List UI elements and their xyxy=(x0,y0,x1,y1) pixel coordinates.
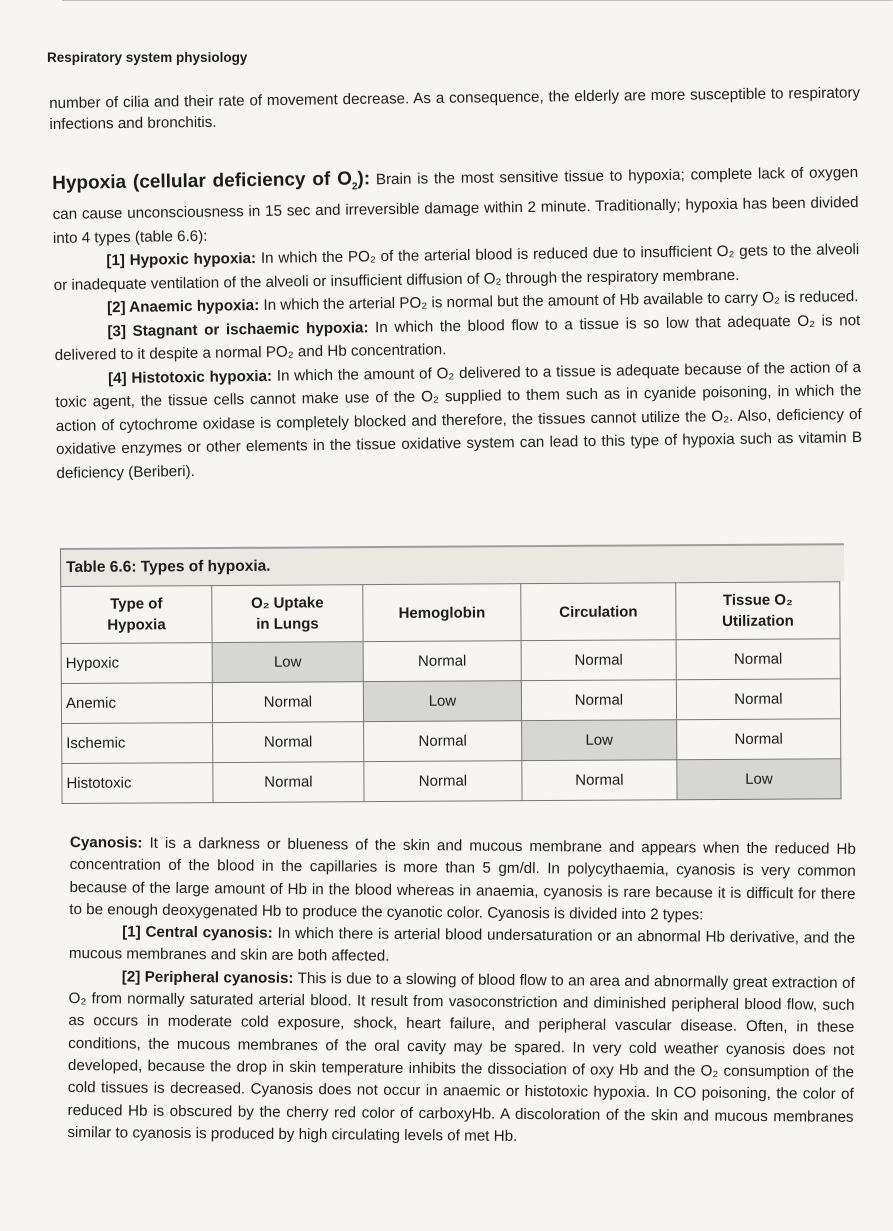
table-row xyxy=(62,759,841,804)
table-cell: Normal xyxy=(676,639,840,680)
table-row xyxy=(62,719,841,764)
table-cell: Normal xyxy=(522,760,677,801)
table-cell-low: Low xyxy=(212,642,363,683)
table-cell: Normal xyxy=(364,721,522,762)
table-cell: Normal xyxy=(213,722,364,763)
table-cell: Normal xyxy=(521,680,676,721)
table-cell: Anemic xyxy=(61,683,212,724)
cyanosis-type-2: [2] Peripheral cyanosis: This is due to a slowing of blood flow to an area and abnormally great extraction of O₂ from normally saturated arterial blood. It result from vasoconstriction and diminished peripheral blood flow, such as occurs in moderate cold exposure, shock, heart failure, and peripheral vascular disease. Often, in these conditions, the mucous membranes of the oral cavity may be spared. In very cold weather cyanosis does not developed, because the drop in skin temperature inhibits the dissociation of oxy Hb and the O₂ consumption of the cold tissues is decreased. Cyanosis does not occur in anaemic or histotoxic hypoxia. In CO poisoning, the color of reduced Hb is obscured by the cherry red color of carboxyHb. A discoloration of the skin and mucous membranes similar to cyanosis is produced by high circulating levels of met Hb. xyxy=(67,968,855,1145)
running-header: Respiratory system physiology xyxy=(47,50,248,65)
page-edge-line xyxy=(62,0,892,1)
table-header-row xyxy=(61,582,840,644)
table-cell: Ischemic xyxy=(62,723,213,764)
intro-paragraph: number of cilia and their rate of movement decrease. As a consequence, the elderly are more susceptible to respiratory infections and bronchitis. xyxy=(49,84,861,133)
hypoxia-type-4: [4] Histotoxic hypoxia: In which the amount of O₂ delivered to a tissue is adequate because of the action of a toxic agent, the tissue cells cannot make use of the O₂ supplied to them such as in cyanide poisoning, in which the action of cytochrome oxidase is completely blocked and therefore, the tissues cannot utilize the O₂. Also, deficiency of oxidative enzymes or other elements in the tissue oxidative system can lead to this type of hypoxia such as vitamin B deficiency (Beriberi). xyxy=(55,358,863,482)
hypoxia-heading: Hypoxia (cellular deficiency of $O_2$): xyxy=(52,168,371,194)
table-cell: Normal xyxy=(364,761,522,802)
table-cell: Normal xyxy=(212,682,363,723)
table-row xyxy=(61,679,840,724)
cyanosis-type-1: [1] Central cyanosis: In which there is arterial blood undersaturation or an abnormal Hb derivative, and the mucous membranes and skin are both affected. xyxy=(68,923,856,966)
col-header-type: Type of Hypoxia xyxy=(61,586,212,644)
hypoxia-section xyxy=(52,160,863,485)
table-cell-low: Low xyxy=(677,759,841,800)
cyanosis-heading: Cyanosis: xyxy=(69,833,143,852)
col-header-o2-uptake: O₂ Uptake in Lungs xyxy=(212,585,363,643)
hypoxia-intro-paragraph: Hypoxia (cellular deficiency of $O_2$): Brain is the most sensitive tissue to hypoxia; complete lack of oxygen can cause unconsciousness in 15 sec and irreversible damage within 2 minute. Traditionally; hypoxia has been divided into 4 types (table 6.6): xyxy=(52,164,859,247)
table-caption: Table 6.6: Types of hypoxia. xyxy=(60,543,844,586)
col-header-circulation: Circulation xyxy=(521,583,676,641)
table-cell: Hypoxic xyxy=(61,643,212,684)
types-table xyxy=(60,581,841,804)
table-cell: Normal xyxy=(676,679,840,720)
col-header-tissue-utilization: Tissue O₂ Utilization xyxy=(676,582,840,640)
table-row xyxy=(61,639,840,684)
hypoxia-type-3: [3] Stagnant or ischaemic hypoxia: In which the blood flow to a tissue is so low that adequate O₂ is not delivered to it despite a normal PO₂ and Hb concentration. xyxy=(54,311,861,365)
table-cell: Normal xyxy=(363,641,521,682)
table-cell: Normal xyxy=(677,719,841,760)
table-cell: Normal xyxy=(213,762,364,803)
hypoxia-types-table xyxy=(60,543,846,810)
col-header-hemoglobin: Hemoglobin xyxy=(363,584,521,642)
table-cell-low: Low xyxy=(522,720,677,761)
table-cell: Histotoxic xyxy=(62,763,213,804)
table-cell-low: Low xyxy=(363,681,521,722)
cyanosis-intro-paragraph: Cyanosis: It is a darkness or blueness of the skin and mucous membrane and appears when the reduced Hb concentration of the blood in the capillaries is more than 5 gm/dl. In polycythaemia, cyanosis is very common because of the large amount of Hb in the blood whereas in anaemia, cyanosis is rare because it is difficult for there to be enough deoxygenated Hb to produce the cyanotic color. Cyanosis is divided into 2 types: xyxy=(69,833,856,924)
hypoxia-type-2: [2] Anaemic hypoxia: In which the arterial PO₂ is normal but the amount of Hb available to carry O₂ is reduced. xyxy=(106,288,859,317)
table-cell: Normal xyxy=(521,640,676,681)
cyanosis-section xyxy=(67,832,856,1151)
hypoxia-type-1: [1] Hypoxic hypoxia: In which the PO₂ of the arterial blood is reduced due to insufficient O₂ gets to the alveoli or inadequate ventilation of the alveoli or insufficient diffusion of O₂ through the respiratory membrane. xyxy=(53,241,860,294)
